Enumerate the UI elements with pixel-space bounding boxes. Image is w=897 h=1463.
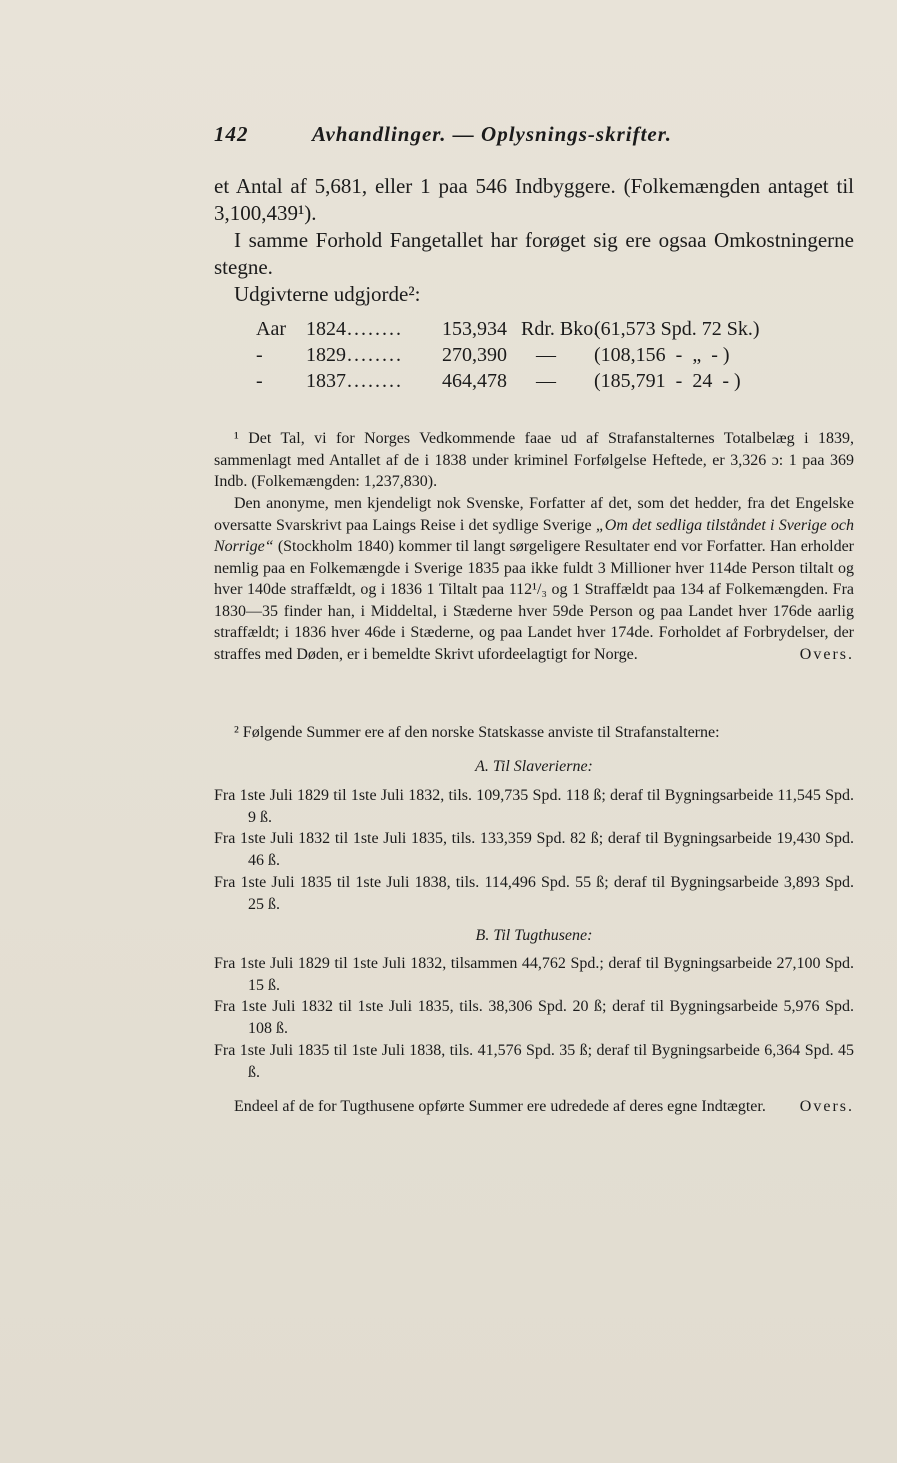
list-item: Fra 1ste Juli 1835 til 1ste Juli 1838, tils. 41,576 Spd. 35 ß; deraf til Bygningsarbeide 6,364 Spd. 45 ß.: [214, 1041, 854, 1081]
list-item: Fra 1ste Juli 1835 til 1ste Juli 1838, tils. 114,496 Spd. 55 ß; deraf til Bygningsarbeide 3,893 Spd. 25 ß.: [214, 873, 854, 913]
ledger-year: 1837: [306, 370, 346, 392]
paragraph-expenditures-intro: Udgivterne udgjorde²:: [234, 282, 421, 306]
ledger-row: [214, 318, 854, 344]
paragraph-population: et Antal af 5,681, eller 1 paa 546 Indbyggere. (Folkemængden antaget til 3,100,439¹).: [214, 174, 854, 225]
page-header: [214, 122, 854, 152]
ledger-currency: Rdr. Bko.: [521, 318, 599, 340]
footnote-2-intro: ² Følgende Summer ere af den norske Statskasse anviste til Strafanstalterne:: [234, 724, 720, 741]
ledger-alt-amount: (185,791 - 24 - ): [594, 370, 741, 392]
section-a-entries: [214, 785, 854, 915]
footnote-1-continuation: [214, 493, 854, 665]
ledger-amount: 153,934: [442, 318, 507, 340]
translator-mark: Overs.: [799, 1098, 854, 1115]
ledger-leader-dots: ........: [347, 344, 403, 366]
ledger-year: 1829: [306, 344, 346, 366]
list-item: Fra 1ste Juli 1832 til 1ste Juli 1835, tils. 133,359 Spd. 82 ß; deraf til Bygningsarbeide 19,430 Spd. 46 ß.: [214, 830, 854, 870]
ledger-year: 1824: [306, 318, 346, 340]
ledger-row: [214, 370, 854, 396]
ledger-label: -: [256, 344, 263, 366]
footnote-1-text-after: (Stockholm 1840) kommer til langt sørgeligere Resultater end vor Forfatter. Han erholder nemlig paa en Folkemængde i Sverige 1835 paa ikke fuldt 3 Millioner hver 114de Person tiltalt og hver 140de straffældt, og i 1836 1 Tiltalt paa 112¹/₃ og 1 Straffældt paa 134 af Folkemængden. Fra 1830—35 finder han, i Middeltal, i Stæderne hver 59de Person og paa Landet hver 176de aarlig straffældt; i 1836 hver 46de i Stæderne, og paa Landet hver 174de. Forholdet af Forbrydelser, der straffes med Døden, er i bemeldte Skrivt ufordeelagtigt for Norge.: [214, 538, 855, 663]
ledger-label: -: [256, 370, 263, 392]
ledger-currency: —: [536, 370, 556, 392]
footnote-1-book-title: „Om det sedliga tilståndet i Sverige och Norrige“: [214, 516, 855, 555]
ledger-row: [214, 344, 854, 370]
list-item: Fra 1ste Juli 1832 til 1ste Juli 1835, tils. 38,306 Spd. 20 ß; deraf til Bygningsarbeide 5,976 Spd. 108 ß.: [214, 998, 854, 1038]
ledger-label: Aar: [256, 318, 286, 340]
ledger-currency: —: [536, 344, 556, 366]
footnote-1: ¹ Det Tal, vi for Norges Vedkommende faae ud af Strafanstalternes Totalbelæg i 1839, sammenlagt med Antallet af de i 1838 under kriminel Forfølgelse Heftede, er 3,326 ɔ: 1 paa 369 Indb. (Folkemængden: 1,237,830).: [214, 430, 854, 490]
footnote-2-closing: [214, 1096, 854, 1118]
section-b-title: B. Til Tugthusene:: [475, 927, 593, 944]
section-a-title: A. Til Slaverierne:: [475, 758, 593, 775]
section-b-entries: [214, 953, 854, 1083]
ledger-leader-dots: ........: [347, 318, 403, 340]
ledger-alt-amount: (108,156 - „ - ): [594, 344, 730, 366]
running-title: Avhandlinger. — Oplysnings-skrifter.: [312, 122, 673, 146]
footnote-1-text-before: Den anonyme, men kjendeligt nok Svenske, Forfatter af det, som det hedder, fra det Engelske oversatte Svarskrivt paa Laings Reise i det sydlige Sverige: [214, 495, 854, 534]
expenditure-ledger: [214, 318, 854, 396]
closing-text: Endeel af de for Tugthusene opførte Summer ere udredede af deres egne Indtægter.: [234, 1098, 766, 1115]
ledger-alt-amount: (61,573 Spd. 72 Sk.): [594, 318, 760, 340]
ledger-leader-dots: ........: [347, 370, 403, 392]
paragraph-costs: I samme Forhold Fangetallet har forøget sig ere ogsaa Omkostningerne stegne.: [214, 228, 854, 279]
translator-mark: Overs.: [799, 645, 854, 663]
page-number: 142: [214, 122, 249, 146]
list-item: Fra 1ste Juli 1829 til 1ste Juli 1832, tilsammen 44,762 Spd.; deraf til Bygningsarbeide 27,100 Spd. 15 ß.: [214, 955, 854, 994]
ledger-amount: 464,478: [442, 370, 507, 392]
ledger-amount: 270,390: [442, 344, 507, 366]
list-item: Fra 1ste Juli 1829 til 1ste Juli 1832, tils. 109,735 Spd. 118 ß; deraf til Bygningsarbeide 11,545 Spd. 9 ß.: [214, 787, 854, 826]
